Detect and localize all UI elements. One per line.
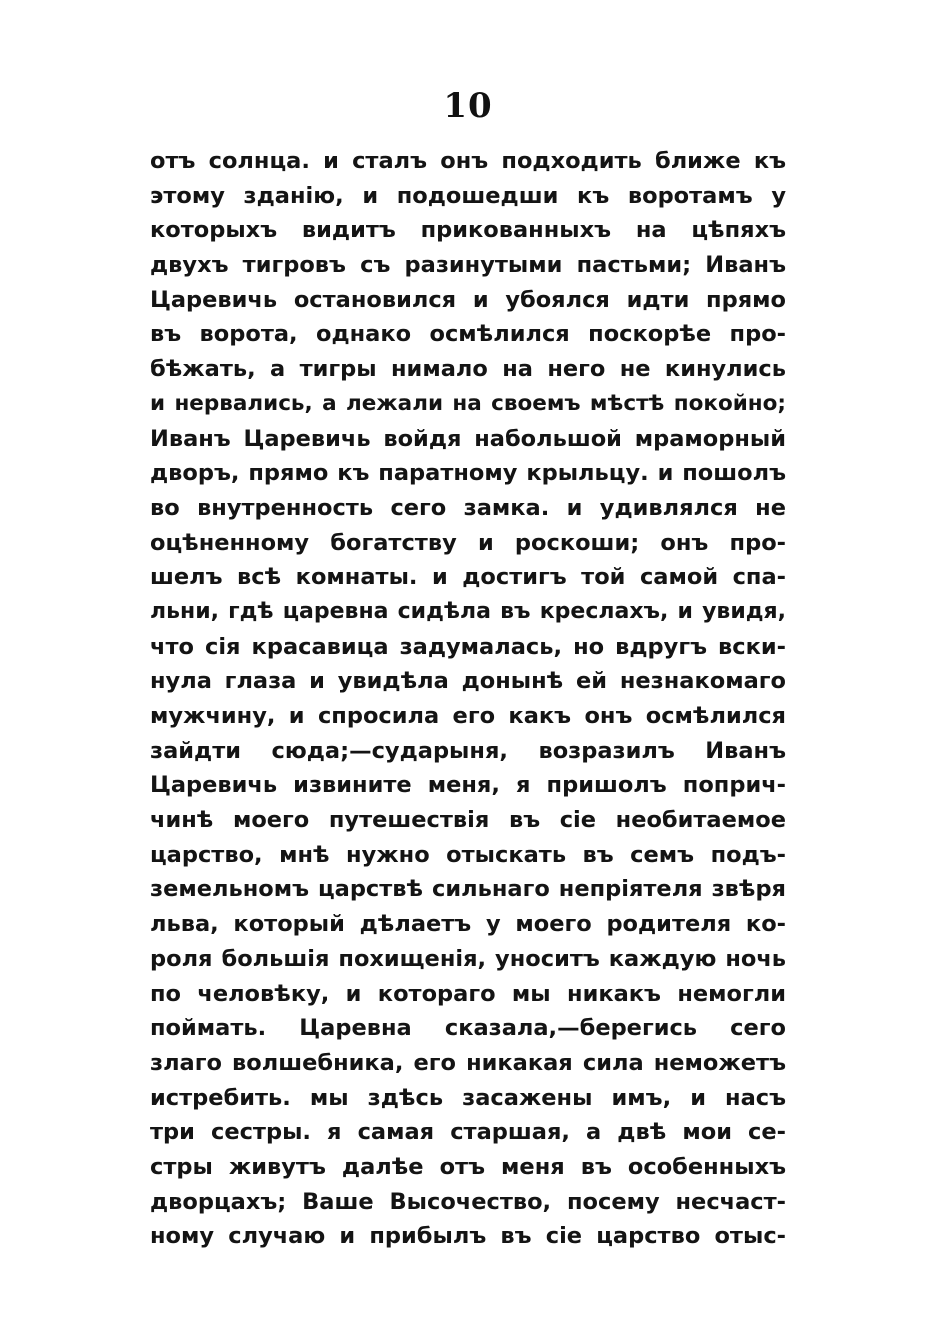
text-line: истребить. мы здѣсь засажены имъ, и насъ (150, 1084, 786, 1111)
text-line: во внутренность сего замка. и удивлялся не (150, 494, 786, 521)
text-line: Царевичь остановился и убоялся идти прямо (150, 286, 786, 313)
text-line: царство, мнѣ нужно отыскать въ семъ подъ- (150, 841, 786, 868)
text-line: и нервались, а лежали на своемъ мѣстѣ покойно; (150, 390, 786, 416)
text-line: бѣжать, а тигры нимало на него не кинулись (150, 356, 786, 383)
text-line: зайдти сюда;—сударыня, возразилъ Иванъ (150, 737, 786, 764)
text-line: отъ солнца. и сталъ онъ подходить ближе къ (150, 148, 786, 174)
text-line: нула глаза и увидѣла донынѣ ей незнакомаго (150, 668, 786, 695)
text-line: чинѣ моего путешествія въ сіе необитаемое (150, 807, 786, 834)
text-line: льни, гдѣ царевна сидѣла въ креслахъ, и увидя, (150, 598, 786, 624)
text-line: дворцахъ; Ваше Высочество, посему несчаст- (150, 1188, 786, 1215)
text-line: что сія красавица задумалась, но вдругъ вски- (150, 633, 786, 660)
text-line: три сестры. я самая старшая, а двѣ мои се- (150, 1119, 786, 1146)
text-line: льва, который дѣлаетъ у моего родителя ко- (150, 911, 786, 938)
text-line: двухъ тигровъ съ разинутыми пастьми; Иванъ (150, 252, 786, 279)
text-line: этому зданію, и подошедши къ воротамъ у (150, 182, 786, 209)
text-line: роля большія похищенія, уноситъ каждую ночь (150, 945, 786, 972)
page-number: 10 (443, 86, 493, 126)
text-line: дворъ, прямо къ паратному крыльцу. и пошолъ (150, 460, 786, 487)
text-line: оцѣненному богатству и роскоши; онъ про- (150, 529, 786, 556)
text-line: поймать. Царевна сказала,—берегись сего (150, 1015, 786, 1042)
text-line: злаго волшебника, его никакая сила неможетъ (150, 1049, 786, 1076)
text-line: мужчину, и спросила его какъ онъ осмѣлился (150, 703, 786, 729)
text-line: земельномъ царствѣ сильнаго непріятеля звѣря (150, 876, 786, 903)
text-line: стры живутъ далѣе отъ меня въ особенныхъ (150, 1153, 786, 1180)
text-line: въ ворота, однако осмѣлился поскорѣе про- (150, 321, 786, 348)
text-line: которыхъ видитъ прикованныхъ на цѣпяхъ (150, 217, 786, 244)
text-line: Царевичь извините меня, я пришолъ поприч- (150, 772, 786, 799)
text-line: по человѣку, и котораго мы никакъ немогли (150, 980, 786, 1007)
text-line: шелъ всѣ комнаты. и достигъ той самой спа- (150, 564, 786, 591)
text-line: Иванъ Царевичь войдя набольшой мраморный (150, 425, 786, 452)
text-line: ному случаю и прибылъ въ сіе царство отыс- (150, 1223, 786, 1250)
body-text (150, 144, 786, 1254)
